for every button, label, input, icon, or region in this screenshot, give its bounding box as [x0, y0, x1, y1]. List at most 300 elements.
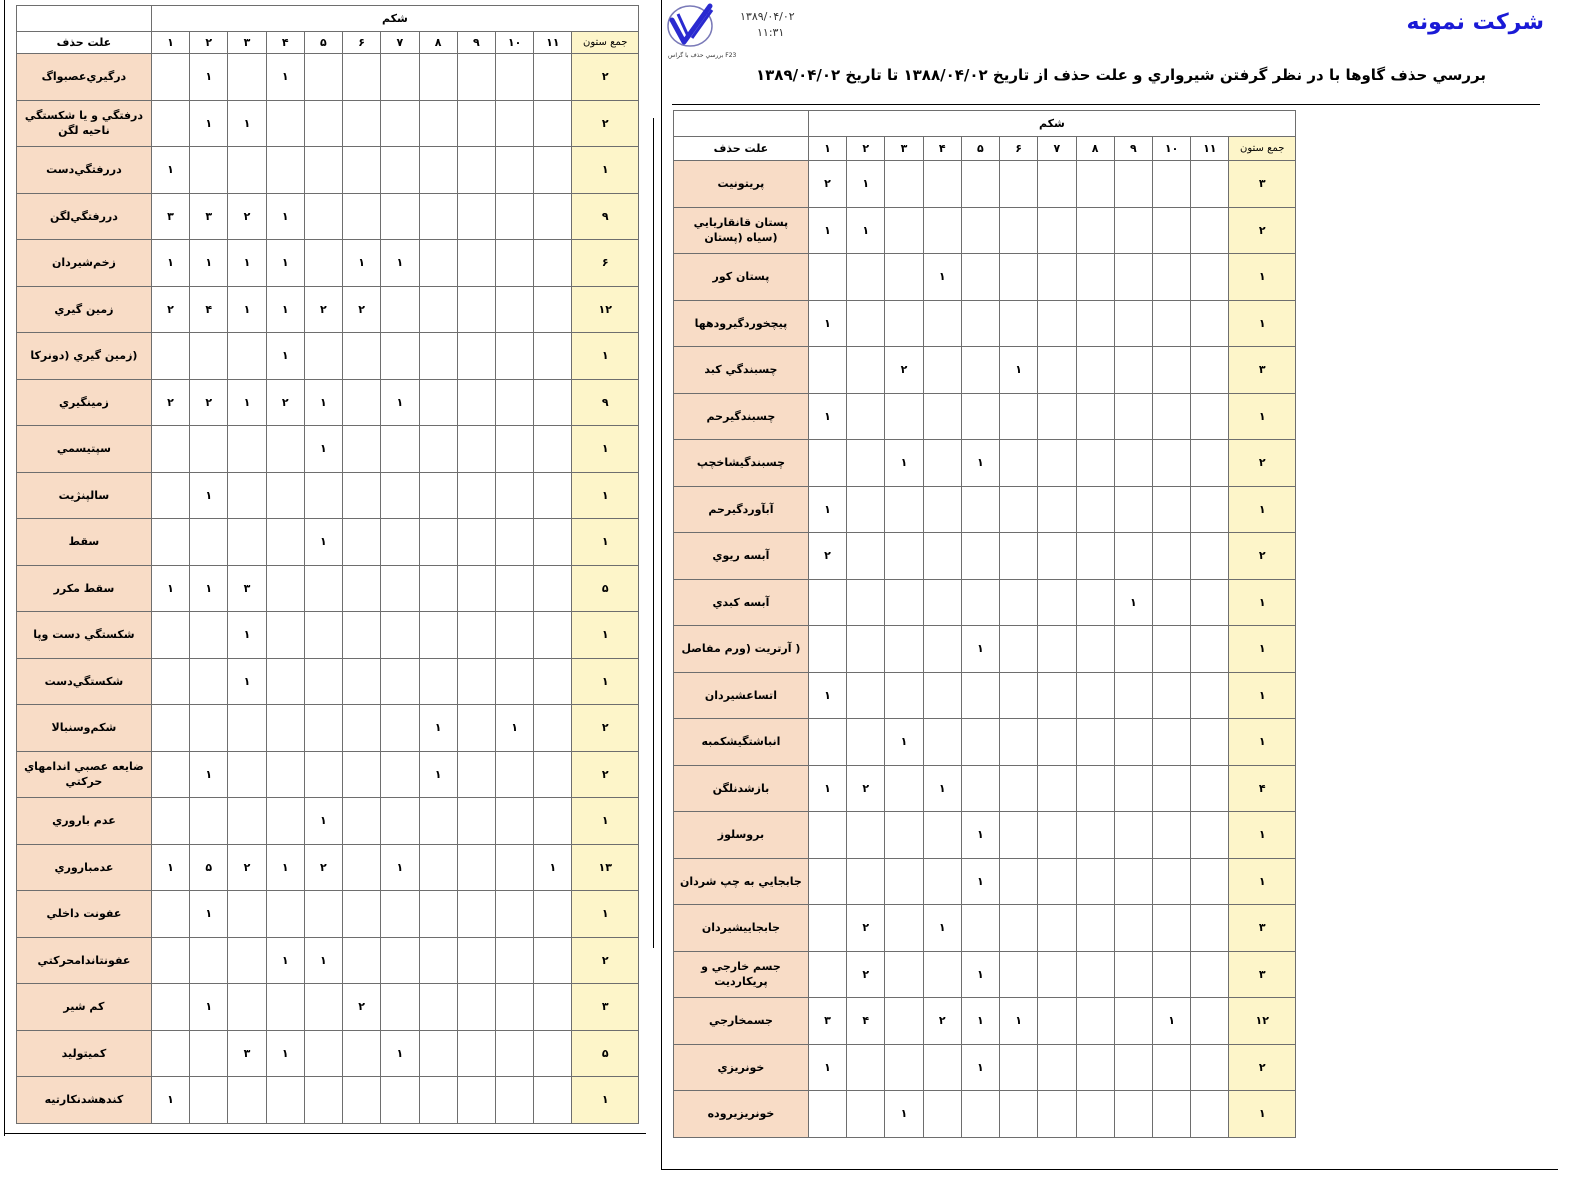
count-cell: ۲ — [847, 951, 885, 998]
count-cell — [1038, 207, 1076, 254]
count-cell — [1191, 300, 1229, 347]
count-cell: ۱ — [808, 207, 846, 254]
table-row — [17, 193, 639, 240]
count-cell: ۱ — [190, 891, 228, 938]
count-cell: ۱ — [151, 240, 189, 287]
count-cell — [228, 751, 266, 798]
count-cell: ۲ — [808, 533, 846, 580]
count-cell — [495, 891, 533, 938]
count-cell: ۱ — [381, 844, 419, 891]
count-cell — [151, 519, 189, 566]
count-cell — [343, 1030, 381, 1077]
count-cell: ۲ — [228, 844, 266, 891]
count-cell: ۱ — [885, 1091, 923, 1138]
cause-cell: چسبندگي کبد — [674, 347, 809, 394]
sum-header: جمع ستون — [572, 32, 639, 54]
count-cell: ۱ — [228, 286, 266, 333]
sum-header: جمع ستون — [1229, 137, 1296, 161]
count-cell — [1038, 905, 1076, 952]
count-cell — [885, 905, 923, 952]
row-sum-cell: ۲ — [572, 705, 639, 752]
column-header: ۹ — [1114, 137, 1152, 161]
count-cell — [151, 891, 189, 938]
cause-header: علت حذف — [17, 32, 152, 54]
cause-cell: عدم باروري — [17, 798, 152, 845]
count-cell — [534, 379, 572, 426]
count-cell — [1152, 161, 1190, 208]
count-cell — [1152, 905, 1190, 952]
count-cell — [1000, 672, 1038, 719]
count-cell: ۱ — [381, 1030, 419, 1077]
count-cell: ۴ — [190, 286, 228, 333]
count-cell — [1114, 254, 1152, 301]
table-row — [674, 858, 1296, 905]
count-cell — [1152, 626, 1190, 673]
column-header: ۵ — [961, 137, 999, 161]
row-sum-cell: ۱ — [572, 891, 639, 938]
count-cell — [457, 379, 495, 426]
count-cell — [419, 1077, 457, 1124]
count-cell — [847, 254, 885, 301]
count-cell — [1076, 300, 1114, 347]
count-cell: ۱ — [847, 161, 885, 208]
row-sum-cell: ۱ — [1229, 812, 1296, 859]
count-cell — [381, 147, 419, 194]
count-cell — [885, 812, 923, 859]
count-cell — [304, 54, 342, 101]
count-cell — [923, 533, 961, 580]
table-row — [674, 672, 1296, 719]
count-cell: ۱ — [419, 705, 457, 752]
count-cell: ۱ — [961, 998, 999, 1045]
cause-cell: درفتگي و يا شکستگي ناحيه لگن — [17, 100, 152, 147]
cause-cell: جسمخارجي — [674, 998, 809, 1045]
count-cell — [1191, 719, 1229, 766]
count-cell — [1152, 347, 1190, 394]
count-cell — [534, 426, 572, 473]
table-row — [17, 658, 639, 705]
count-cell: ۲ — [343, 286, 381, 333]
count-cell: ۱ — [885, 440, 923, 487]
column-header: ۳ — [885, 137, 923, 161]
count-cell — [343, 426, 381, 473]
count-cell — [1038, 765, 1076, 812]
count-cell — [1038, 812, 1076, 859]
count-cell — [1191, 486, 1229, 533]
table-row — [17, 426, 639, 473]
count-cell — [1152, 812, 1190, 859]
count-cell — [304, 984, 342, 1031]
cause-cell: زمين گيري — [17, 286, 152, 333]
count-cell — [1000, 812, 1038, 859]
count-cell: ۳ — [808, 998, 846, 1045]
count-cell — [1038, 486, 1076, 533]
column-header: ۵ — [304, 32, 342, 54]
count-cell — [923, 207, 961, 254]
count-cell: ۱ — [808, 765, 846, 812]
count-cell — [961, 486, 999, 533]
count-cell: ۱ — [266, 193, 304, 240]
page-edge-line — [653, 118, 654, 948]
count-cell — [151, 333, 189, 380]
count-cell — [419, 193, 457, 240]
group-header: شکم — [151, 6, 638, 32]
count-cell — [1191, 254, 1229, 301]
count-cell: ۱ — [151, 1077, 189, 1124]
count-cell — [419, 565, 457, 612]
count-cell — [304, 100, 342, 147]
count-cell — [495, 240, 533, 287]
count-cell — [1191, 951, 1229, 998]
count-cell — [1191, 1044, 1229, 1091]
count-cell: ۱ — [266, 333, 304, 380]
count-cell — [1076, 1044, 1114, 1091]
row-sum-cell: ۶ — [572, 240, 639, 287]
count-cell: ۱ — [228, 658, 266, 705]
cause-cell: سالپنژيت — [17, 472, 152, 519]
count-cell — [808, 347, 846, 394]
count-cell — [923, 951, 961, 998]
count-cell — [1152, 951, 1190, 998]
count-cell: ۳ — [190, 193, 228, 240]
count-cell — [304, 612, 342, 659]
column-header: ۴ — [923, 137, 961, 161]
count-cell: ۱ — [808, 672, 846, 719]
row-sum-cell: ۱ — [572, 798, 639, 845]
count-cell — [1038, 951, 1076, 998]
count-cell — [419, 1030, 457, 1077]
count-cell — [266, 519, 304, 566]
count-cell — [1191, 998, 1229, 1045]
table-row — [17, 333, 639, 380]
count-cell — [419, 658, 457, 705]
count-cell — [847, 579, 885, 626]
count-cell — [1076, 1091, 1114, 1138]
count-cell — [1191, 579, 1229, 626]
count-cell — [190, 798, 228, 845]
count-cell: ۱ — [228, 100, 266, 147]
cause-cell: زمينگيري — [17, 379, 152, 426]
cause-cell: سقط مکرر — [17, 565, 152, 612]
count-cell — [190, 1030, 228, 1077]
count-cell — [1038, 672, 1076, 719]
cause-header: علت حذف — [674, 137, 809, 161]
count-cell — [419, 984, 457, 1031]
count-cell — [381, 612, 419, 659]
count-cell — [151, 937, 189, 984]
cause-cell: بازشدنلگن — [674, 765, 809, 812]
table-row — [17, 1030, 639, 1077]
count-cell — [1114, 858, 1152, 905]
count-cell — [1000, 207, 1038, 254]
column-header: ۸ — [1076, 137, 1114, 161]
count-cell — [1076, 347, 1114, 394]
count-cell: ۱ — [381, 379, 419, 426]
table-row — [674, 207, 1296, 254]
count-cell — [228, 519, 266, 566]
row-sum-cell: ۱ — [572, 658, 639, 705]
column-header: ۱ — [808, 137, 846, 161]
count-cell — [495, 1030, 533, 1077]
count-cell — [847, 533, 885, 580]
row-sum-cell: ۱ — [572, 426, 639, 473]
count-cell — [1076, 858, 1114, 905]
count-cell — [923, 626, 961, 673]
count-cell — [847, 1091, 885, 1138]
logo-caption: بررسي حذف با گراس F23 — [668, 52, 737, 59]
count-cell — [961, 393, 999, 440]
count-cell — [1152, 254, 1190, 301]
table-row — [17, 100, 639, 147]
table-row — [674, 533, 1296, 580]
count-cell — [495, 147, 533, 194]
count-cell: ۱ — [266, 286, 304, 333]
table-row — [17, 612, 639, 659]
count-cell — [1152, 440, 1190, 487]
count-cell: ۱ — [923, 905, 961, 952]
count-cell — [304, 1030, 342, 1077]
cause-cell: خونريزي — [674, 1044, 809, 1091]
count-cell — [961, 161, 999, 208]
count-cell — [1152, 719, 1190, 766]
count-cell — [266, 100, 304, 147]
row-sum-cell: ۵ — [572, 565, 639, 612]
count-cell — [495, 751, 533, 798]
table-row — [674, 1091, 1296, 1138]
table-row — [674, 440, 1296, 487]
count-cell — [495, 54, 533, 101]
count-cell — [304, 1077, 342, 1124]
count-cell — [534, 612, 572, 659]
count-cell — [1152, 300, 1190, 347]
count-cell — [534, 100, 572, 147]
count-cell — [1152, 486, 1190, 533]
cause-cell: آبآوردگيرحم — [674, 486, 809, 533]
table-row — [674, 300, 1296, 347]
count-cell — [808, 254, 846, 301]
cause-cell: چسبندگيرحم — [674, 393, 809, 440]
row-sum-cell: ۱۳ — [572, 844, 639, 891]
count-cell — [808, 440, 846, 487]
cause-cell: (زمين گيري (دونرکا — [17, 333, 152, 380]
count-cell — [266, 658, 304, 705]
row-sum-cell: ۱۲ — [1229, 998, 1296, 1045]
count-cell — [1000, 1044, 1038, 1091]
count-cell: ۱ — [1000, 998, 1038, 1045]
count-cell — [266, 798, 304, 845]
count-cell — [885, 858, 923, 905]
count-cell — [190, 705, 228, 752]
count-cell — [266, 426, 304, 473]
count-cell: ۱ — [495, 705, 533, 752]
count-cell — [228, 426, 266, 473]
count-cell: ۱ — [228, 240, 266, 287]
page-edge-line — [4, 1133, 646, 1134]
count-cell — [1000, 951, 1038, 998]
count-cell: ۱ — [961, 951, 999, 998]
count-cell — [534, 565, 572, 612]
count-cell — [228, 54, 266, 101]
cause-cell: بروسلوز — [674, 812, 809, 859]
count-cell — [457, 519, 495, 566]
column-header: ۶ — [1000, 137, 1038, 161]
count-cell — [1152, 207, 1190, 254]
table-row — [674, 254, 1296, 301]
count-cell — [1000, 393, 1038, 440]
count-cell — [495, 519, 533, 566]
count-cell — [381, 565, 419, 612]
count-cell — [1114, 765, 1152, 812]
row-sum-cell: ۲ — [1229, 207, 1296, 254]
count-cell — [190, 147, 228, 194]
count-cell: ۱ — [151, 844, 189, 891]
count-cell — [1191, 347, 1229, 394]
count-cell — [495, 193, 533, 240]
table-row — [17, 1077, 639, 1124]
count-cell — [961, 300, 999, 347]
row-sum-cell: ۱ — [1229, 393, 1296, 440]
count-cell — [343, 565, 381, 612]
count-cell — [228, 472, 266, 519]
count-cell — [381, 658, 419, 705]
count-cell — [304, 891, 342, 938]
count-cell — [151, 1030, 189, 1077]
cause-cell: زخم‌شيردان — [17, 240, 152, 287]
table-row — [674, 1044, 1296, 1091]
cause-cell: پستان کور — [674, 254, 809, 301]
cause-cell: شکم‌وسنبالا — [17, 705, 152, 752]
count-cell — [885, 998, 923, 1045]
count-cell — [847, 1044, 885, 1091]
count-cell — [495, 612, 533, 659]
count-cell — [266, 751, 304, 798]
count-cell: ۱ — [190, 751, 228, 798]
count-cell — [847, 300, 885, 347]
count-cell — [1076, 765, 1114, 812]
count-cell: ۱ — [190, 100, 228, 147]
row-sum-cell: ۱ — [1229, 1091, 1296, 1138]
count-cell — [457, 426, 495, 473]
table-row — [674, 719, 1296, 766]
count-cell — [534, 705, 572, 752]
count-cell — [847, 812, 885, 859]
count-cell — [266, 147, 304, 194]
count-cell — [847, 858, 885, 905]
count-cell — [381, 54, 419, 101]
count-cell — [885, 207, 923, 254]
count-cell: ۱ — [266, 240, 304, 287]
count-cell — [419, 54, 457, 101]
count-cell — [304, 472, 342, 519]
count-cell — [847, 486, 885, 533]
count-cell — [419, 333, 457, 380]
cause-cell: جابجاييشيردان — [674, 905, 809, 952]
count-cell: ۱ — [190, 565, 228, 612]
count-cell — [961, 207, 999, 254]
count-cell — [534, 472, 572, 519]
count-cell — [228, 984, 266, 1031]
count-cell — [1038, 347, 1076, 394]
count-cell — [1114, 161, 1152, 208]
group-header: شکم — [808, 111, 1295, 137]
table-row — [674, 998, 1296, 1045]
count-cell — [343, 100, 381, 147]
count-cell — [923, 812, 961, 859]
table-row — [674, 486, 1296, 533]
report-title: بررسي حذف گاوها با در نظر گرفتن شيرواري و علت حذف از تاريخ ۱۳۸۸/۰۴/۰۲ تا تاريخ ۱۳۸۹/۰۴/۰۲ — [756, 66, 1487, 84]
row-sum-cell: ۵ — [572, 1030, 639, 1077]
count-cell — [190, 612, 228, 659]
count-cell: ۱ — [923, 765, 961, 812]
count-cell — [1038, 719, 1076, 766]
count-cell — [534, 519, 572, 566]
count-cell — [495, 100, 533, 147]
count-cell — [1076, 719, 1114, 766]
count-cell — [1114, 812, 1152, 859]
count-cell — [1038, 1091, 1076, 1138]
count-cell — [419, 100, 457, 147]
count-cell: ۱ — [961, 626, 999, 673]
count-cell — [1038, 626, 1076, 673]
count-cell — [847, 672, 885, 719]
table-row — [674, 579, 1296, 626]
table-row — [17, 705, 639, 752]
count-cell — [381, 798, 419, 845]
count-cell — [190, 426, 228, 473]
count-cell — [961, 1091, 999, 1138]
count-cell — [1114, 1044, 1152, 1091]
count-cell — [923, 300, 961, 347]
cause-cell: پريتونيت — [674, 161, 809, 208]
count-cell — [495, 844, 533, 891]
count-cell: ۱ — [1114, 579, 1152, 626]
count-cell — [808, 858, 846, 905]
count-cell — [495, 379, 533, 426]
count-cell — [961, 579, 999, 626]
column-header: ۱۱ — [534, 32, 572, 54]
count-cell: ۱ — [304, 426, 342, 473]
count-cell — [495, 658, 533, 705]
count-cell — [304, 565, 342, 612]
count-cell — [1076, 951, 1114, 998]
column-header: ۱ — [151, 32, 189, 54]
table-row — [17, 240, 639, 287]
column-header: ۹ — [457, 32, 495, 54]
count-cell — [1038, 254, 1076, 301]
count-cell — [381, 193, 419, 240]
empty-corner-cell — [674, 111, 809, 137]
count-cell — [1076, 254, 1114, 301]
cause-cell: جسم خارجي و پريکارديت — [674, 951, 809, 998]
count-cell — [923, 1044, 961, 1091]
count-cell — [534, 891, 572, 938]
column-header: ۸ — [419, 32, 457, 54]
table-row — [17, 519, 639, 566]
row-sum-cell: ۱ — [1229, 672, 1296, 719]
count-cell — [808, 719, 846, 766]
count-cell — [885, 300, 923, 347]
count-cell: ۲ — [304, 286, 342, 333]
count-cell — [343, 798, 381, 845]
count-cell — [381, 333, 419, 380]
count-cell — [1152, 393, 1190, 440]
count-cell — [419, 612, 457, 659]
count-cell — [1114, 672, 1152, 719]
count-cell — [1038, 998, 1076, 1045]
count-cell — [923, 393, 961, 440]
count-cell: ۲ — [304, 844, 342, 891]
count-cell — [961, 533, 999, 580]
